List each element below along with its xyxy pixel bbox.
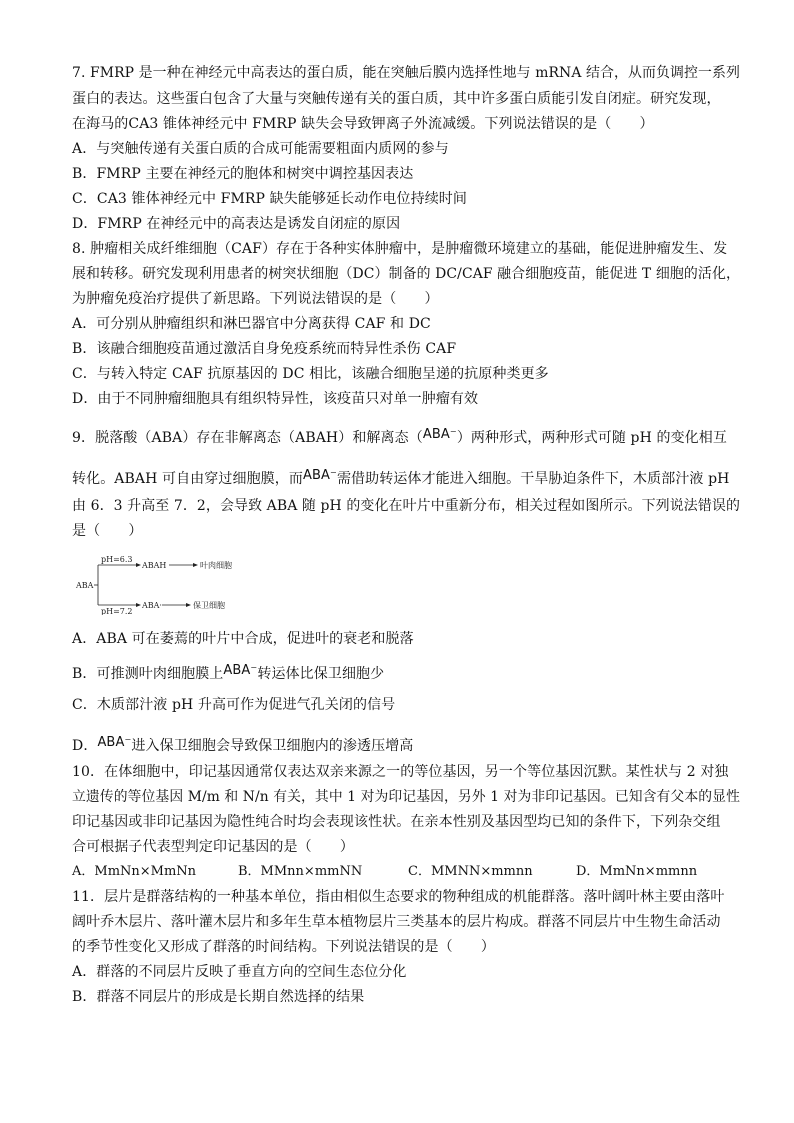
- q9-stem-line-4: 是（ ）: [72, 523, 143, 539]
- q9-option-b-1: B．可推测叶肉细胞膜上: [72, 666, 224, 682]
- diagram-bottom-condition: pH=7.2: [101, 607, 133, 615]
- q10-stem-line-2: 立遗传的等位基因 M/m 和 N/n 有关，其中 1 对为印记基因，另外 1 对为非印记基因。已知含有父本的显性: [72, 789, 740, 805]
- q9-stem-2a: 转化。ABAH 可自由穿过细胞膜，而: [72, 471, 303, 487]
- q8-stem-line-3: 为肿瘤免疫治疗提供了新思路。下列说法错误的是（ ）: [72, 291, 439, 307]
- q9-stem-line-3: 由 6．3 升高至 7．2，会导致 ABA 随 pH 的变化在叶片中重新分布，相关过程如图所示。下列说法错误的: [72, 498, 741, 514]
- q11-stem-line-1: 11．层片是群落结构的一种基本单位，指由相似生态要求的物种组成的机能群落。落叶阔叶林主要由落叶: [72, 889, 725, 905]
- q7-option-c: C．CA3 锥体神经元中 FMRP 缺失能够延长动作电位持续时间: [72, 191, 468, 207]
- q8-option-a: A．可分别从肿瘤组织和淋巴器官中分离获得 CAF 和 DC: [72, 316, 431, 332]
- q8-stem-line-2: 展和转移。研究发现利用患者的树突状细胞（DC）制备的 DC/CAF 融合细胞疫苗，能促进 T 细胞的活化，: [72, 266, 741, 282]
- aba-ion-label: ABA⁻: [302, 468, 337, 483]
- q11-option-a: A．群落的不同层片反映了垂直方向的空间生态位分化: [72, 964, 407, 980]
- q7-option-b: B．FMRP 主要在神经元的胞体和树突中调控基因表达: [72, 166, 414, 182]
- q10-stem-line-1: 10．在体细胞中，印记基因通常仅表达双亲来源之一的等位基因，另一个等位基因沉默。某性状与 2 对独: [72, 764, 729, 780]
- diagram-root-label: ABA: [76, 581, 94, 590]
- q9-stem-line-1: [72, 426, 727, 447]
- diagram-top-arrowhead: [136, 563, 141, 567]
- diagram-bottom-arrowhead: [136, 603, 141, 607]
- q9-option-b: [72, 662, 384, 683]
- q9-option-b-2: 转运体比保卫细胞少: [257, 666, 385, 682]
- q7-option-a: A．与突触传递有关蛋白质的合成可能需要粗面内质网的参与: [72, 141, 449, 157]
- q11-stem-line-2: 阔叶乔木层片、落叶灌木层片和多年生草本植物层片三类基本的层片构成。群落不同层片中生物生命活动: [72, 914, 721, 930]
- q9-option-d-1: D．: [72, 738, 98, 754]
- q8-option-d: D．由于不同肿瘤细胞具有组织特异性，该疫苗只对单一肿瘤有效: [72, 391, 479, 407]
- diagram-top-product: ABAH: [142, 561, 167, 570]
- q9-option-d-2: 进入保卫细胞会导致保卫细胞内的渗透压增高: [131, 738, 414, 754]
- diagram-bottom-target-arrowhead: [186, 603, 191, 607]
- diagram-top-target-arrowhead: [193, 563, 198, 567]
- q9-stem-1b: ）两种形式，两种形式可随 pH 的变化相互: [456, 430, 727, 446]
- q9-option-c: C．木质部汁液 pH 升高可作为促进气孔关闭的信号: [72, 697, 396, 713]
- q8-option-b: B．该融合细胞疫苗通过激活自身免疫系统而特异性杀伤 CAF: [72, 341, 457, 357]
- q8-option-c: C．与转入特定 CAF 抗原基因的 DC 相比，该融合细胞呈递的抗原种类更多: [72, 366, 549, 382]
- q7-option-d: D．FMRP 在神经元中的高表达是诱发自闭症的原因: [72, 216, 401, 232]
- diagram-top-condition: pH=6.3: [101, 555, 133, 564]
- diagram-top-target: 叶肉细胞: [200, 561, 232, 570]
- diagram-bottom-product: ABA·: [142, 601, 162, 610]
- q8-stem-line-1: 8. 肿瘤相关成纤维细胞（CAF）存在于各种实体肿瘤中，是肿瘤微环境建立的基础，能促进肿瘤发生、发: [72, 241, 728, 257]
- q11-option-b: B．群落不同层片的形成是长期自然选择的结果: [72, 989, 365, 1005]
- q10-option-a: A．MmNn×MmNn: [72, 864, 197, 879]
- aba-ion-label: ABA⁻: [422, 427, 457, 442]
- q9-stem-line-2: [72, 467, 729, 488]
- aba-distribution-diagram: [74, 553, 254, 615]
- aba-ion-label: ABA⁻: [223, 663, 258, 678]
- q10-option-c: C．MMNN×mmnn: [408, 864, 533, 879]
- q9-stem-2b: 需借助转运体才能进入细胞。干旱胁迫条件下，木质部汁液 pH: [336, 471, 730, 487]
- q7-stem-line-1: 7. FMRP 是一种在神经元中高表达的蛋白质，能在突触后膜内选择性地与 mRNA 结合，从而负调控一系列: [72, 65, 741, 81]
- q9-stem-1a: 9．脱落酸（ABA）存在非解离态（ABAH）和解离态（: [72, 430, 423, 446]
- q9-option-a: A．ABA 可在萎蔫的叶片中合成，促进叶的衰老和脱落: [72, 631, 414, 647]
- q10-option-b: B．MMnn×mmNN: [238, 864, 363, 879]
- q7-stem-line-3: 在海马的CA3 锥体神经元中 FMRP 缺失会导致钾离子外流减缓。下列说法错误的是（ ）: [72, 116, 654, 132]
- q11-stem-line-3: 的季节性变化又形成了群落的时间结构。下列说法错误的是（ ）: [72, 939, 495, 955]
- q10-stem-line-4: 合可根据子代表型判定印记基因的是（ ）: [72, 839, 354, 855]
- q10-option-d: D．MmNn×mmnn: [576, 864, 698, 879]
- q10-stem-line-3: 印记基因或非印记基因为隐性纯合时均会表现该性状。在亲本性别及基因型均已知的条件下，下列杂交组: [72, 814, 721, 830]
- aba-ion-label: ABA⁻: [97, 735, 132, 750]
- q9-option-d: [72, 734, 413, 755]
- q7-stem-line-2: 蛋白的表达。这些蛋白包含了大量与突触传递有关的蛋白质，其中许多蛋白质能引发自闭症。研究发现，: [72, 91, 721, 107]
- diagram-bottom-target: 保卫细胞: [193, 601, 225, 610]
